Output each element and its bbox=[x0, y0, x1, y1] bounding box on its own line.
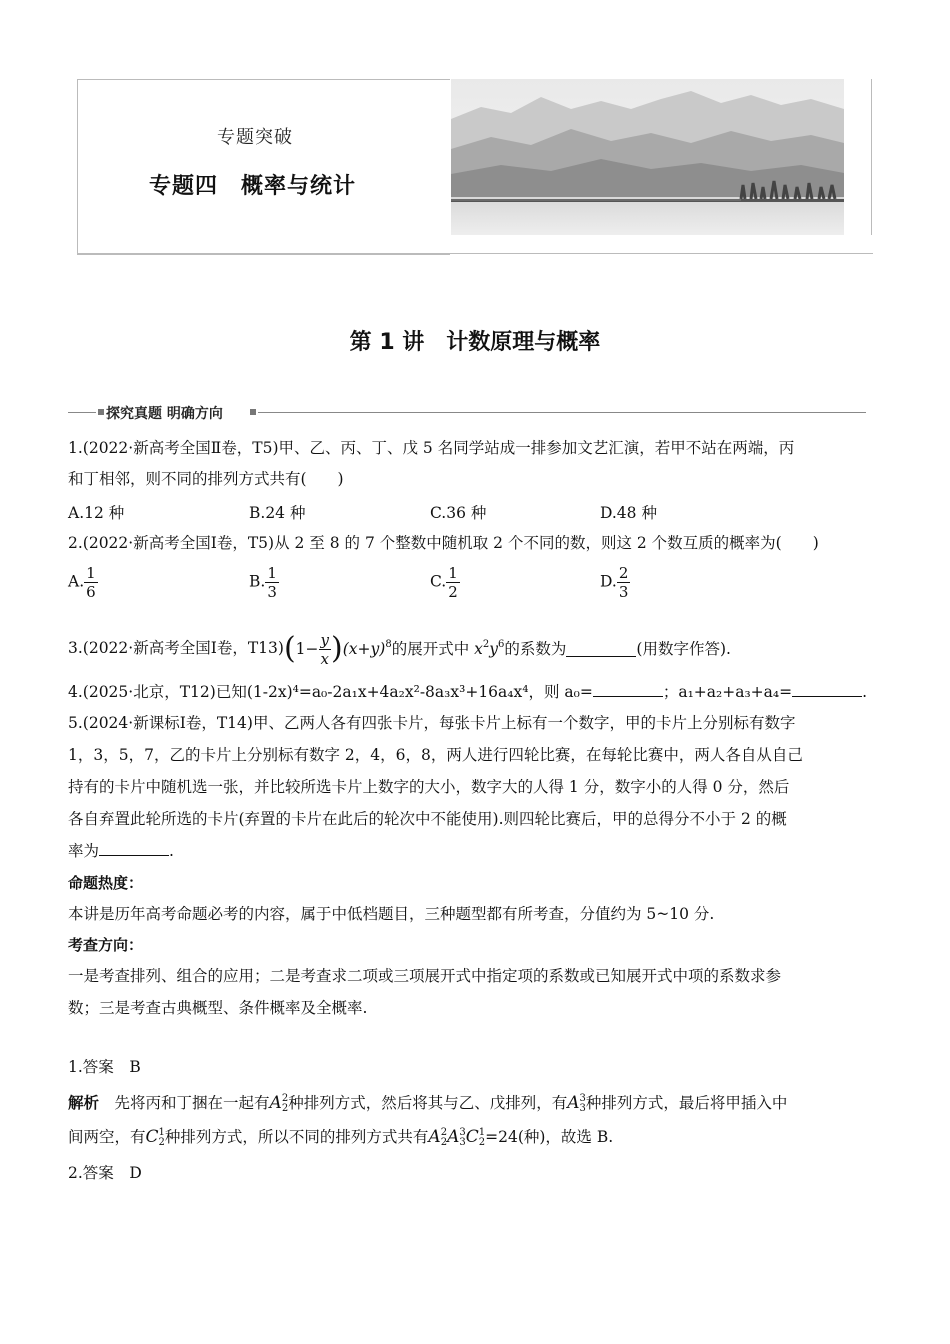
problem-2-option-d bbox=[600, 564, 630, 601]
analysis-text: 种排列方式，然后将其与乙、戊排列，有 bbox=[288, 1094, 568, 1112]
fraction-denominator: x bbox=[320, 649, 329, 668]
fraction-numerator: y bbox=[320, 630, 330, 649]
problem-2-line-1: 2.(2022·新高考全国Ⅰ卷，T5)从 2 至 8 的 7 个整数中随机取 2 个不同的数，则这 2 个数互质的概率为( ) bbox=[68, 534, 819, 552]
problem-3 bbox=[68, 625, 731, 669]
problem-5-line-1: 5.(2024·新课标Ⅰ卷，T14)甲、乙两人各有四张卡片，每张卡片上标有一个数字，甲的卡片上分别标有数字 bbox=[68, 714, 796, 732]
exponent: 2 bbox=[482, 639, 490, 650]
banner-divider-right bbox=[871, 79, 872, 235]
problem-3-text: 的展开式中 bbox=[391, 640, 475, 659]
left-paren: ( bbox=[283, 631, 296, 667]
problem-5-line-4: 各自弃置此轮所选的卡片(弃置的卡片在此后的轮次中不能使用).则四轮比赛后，甲的总得分不小于 2 的概 bbox=[68, 810, 787, 828]
exponent: 6 bbox=[498, 639, 505, 650]
problem-1-option-c: C.36 种 bbox=[430, 504, 487, 522]
fraction-denominator: 2 bbox=[448, 583, 458, 601]
fraction-numerator: 1 bbox=[448, 564, 458, 582]
analysis-text: 先将丙和丁捆在一起有 bbox=[114, 1094, 270, 1112]
answer-blank bbox=[99, 841, 169, 856]
math-A: A bbox=[567, 1093, 580, 1113]
problem-1-option-a: A.12 种 bbox=[68, 504, 125, 522]
fraction-numerator: 1 bbox=[267, 564, 277, 582]
analysis-line-1 bbox=[68, 1090, 787, 1116]
section-line-left bbox=[68, 412, 96, 413]
landscape-image bbox=[451, 79, 844, 235]
term-y: y bbox=[489, 640, 499, 659]
lecture-title: 第 1 讲 计数原理与概率 bbox=[349, 330, 601, 355]
analysis-text: =24(种)，故选 B. bbox=[485, 1128, 614, 1146]
problem-5-line-5 bbox=[68, 841, 174, 861]
fraction-denominator: 3 bbox=[618, 583, 629, 601]
answer-blank bbox=[792, 682, 862, 697]
term-x: x bbox=[474, 640, 483, 659]
fraction-denominator: 6 bbox=[86, 583, 96, 601]
option-label: A. bbox=[68, 572, 85, 591]
banner-frame bbox=[77, 79, 450, 255]
fraction bbox=[617, 564, 631, 601]
problem-4 bbox=[68, 682, 867, 702]
problem-4-text: 4.(2025·北京，T12)已知(1-2x)⁴=a₀-2a₁x+4a₂x²-8a₃x³+16a₄x⁴，则 a₀= bbox=[68, 683, 593, 701]
chapter-banner bbox=[77, 79, 873, 255]
problem-4-end: . bbox=[862, 683, 868, 701]
analysis-text: 种排列方式，最后将甲插入中 bbox=[585, 1094, 788, 1112]
problem-2-option-c bbox=[430, 564, 460, 601]
problem-5-last-end: . bbox=[169, 842, 174, 860]
section-header-label: 探究真题 明确方向 bbox=[106, 406, 223, 422]
problem-3-tail: (用数字作答). bbox=[636, 640, 731, 659]
problem-5-line-3: 持有的卡片中随机选一张，并比较所选卡片上数字的大小，数字大的人得 1 分，数字小的人得 0 分，然后 bbox=[68, 778, 790, 796]
option-label: B. bbox=[249, 572, 266, 591]
direction-heading: 考查方向： bbox=[68, 936, 144, 954]
problem-3-binomial: (x+y) bbox=[342, 640, 386, 659]
math-indices: 3 3 bbox=[579, 1093, 586, 1114]
problem-3-prefix: 3.(2022·新高考全国Ⅰ卷，T13) bbox=[68, 639, 284, 658]
math-A: A bbox=[428, 1127, 441, 1147]
section-header bbox=[68, 402, 868, 422]
answer-2-label: 2.答案 bbox=[68, 1164, 114, 1182]
answer-2-value: D bbox=[129, 1164, 142, 1182]
math-A: A bbox=[269, 1093, 282, 1113]
direction-line-1: 一是考查排列、组合的应用；二是考查求二项或三项展开式中指定项的系数或已知展开式中项的系数求参 bbox=[68, 967, 782, 985]
exponent: 8 bbox=[385, 639, 392, 650]
math-indices: 2 2 bbox=[440, 1127, 448, 1148]
heat-text: 本讲是历年高考命题必考的内容，属于中低档题目，三种题型都有所考查，分值约为 5~10 分. bbox=[68, 905, 715, 923]
math-indices: 1 2 bbox=[478, 1127, 486, 1148]
math-A: A bbox=[447, 1127, 460, 1147]
problem-1-option-d: D.48 种 bbox=[600, 504, 657, 522]
problem-2-option-a bbox=[68, 564, 98, 601]
math-indices: 2 2 bbox=[281, 1093, 289, 1114]
analysis-line-2 bbox=[68, 1124, 613, 1150]
math-indices: 3 3 bbox=[459, 1127, 466, 1148]
direction-line-2: 数；三是考查古典概型、条件概率及全概率. bbox=[68, 999, 368, 1017]
fraction bbox=[446, 564, 460, 601]
answer-blank bbox=[566, 642, 636, 657]
problem-1-line-2: 和丁相邻，则不同的排列方式共有( ) bbox=[68, 470, 344, 488]
problem-3-suffix: 的系数为 bbox=[504, 640, 567, 659]
problem-1-line-1: 1.(2022·新高考全国Ⅱ卷，T5)甲、乙、丙、丁、戊 5 名同学站成一排参加文艺汇演，若甲不站在两端，丙 bbox=[68, 439, 795, 457]
banner-divider bbox=[77, 253, 873, 254]
analysis-text: 种排列方式，所以不同的排列方式共有 bbox=[164, 1128, 429, 1146]
answer-blank bbox=[593, 682, 663, 697]
option-label: D. bbox=[600, 572, 617, 591]
heat-heading: 命题热度： bbox=[68, 874, 144, 892]
analysis-text: 间两空，有 bbox=[68, 1128, 146, 1146]
section-square-icon bbox=[250, 409, 256, 415]
fraction bbox=[84, 564, 98, 601]
problem-5-line-2: 1，3，5，7，乙的卡片上分别标有数字 2，4，6，8，两人进行四轮比赛，在每轮比赛中，两人各自从自己 bbox=[68, 746, 803, 764]
problem-1-option-b: B.24 种 bbox=[249, 504, 306, 522]
problem-5-last-prefix: 率为 bbox=[68, 842, 100, 860]
fraction-numerator: 2 bbox=[618, 564, 629, 582]
math-indices: 1 2 bbox=[158, 1127, 165, 1148]
fraction bbox=[265, 564, 279, 601]
section-square-icon bbox=[98, 409, 104, 415]
problem-4-mid: ；a₁+a₂+a₃+a₄= bbox=[662, 683, 793, 701]
answer-2 bbox=[68, 1163, 142, 1183]
fraction-denominator: 3 bbox=[267, 583, 277, 601]
banner-subtitle: 专题突破 bbox=[217, 127, 293, 148]
answer-1-value: B bbox=[129, 1058, 141, 1076]
right-paren: ) bbox=[331, 631, 343, 667]
answer-1-label: 1.答案 bbox=[68, 1058, 114, 1076]
fraction-y-over-x bbox=[319, 631, 331, 668]
math-C: C bbox=[465, 1127, 479, 1147]
fraction-numerator: 1 bbox=[86, 564, 96, 582]
section-line-right bbox=[258, 412, 866, 413]
analysis-label: 解析 bbox=[68, 1094, 100, 1112]
math-C: C bbox=[145, 1127, 159, 1147]
problem-2-option-b bbox=[249, 564, 279, 601]
option-label: C. bbox=[430, 572, 447, 591]
answer-1 bbox=[68, 1057, 141, 1077]
problem-3-one-minus: 1− bbox=[295, 640, 319, 659]
banner-title: 专题四 概率与统计 bbox=[149, 174, 357, 199]
